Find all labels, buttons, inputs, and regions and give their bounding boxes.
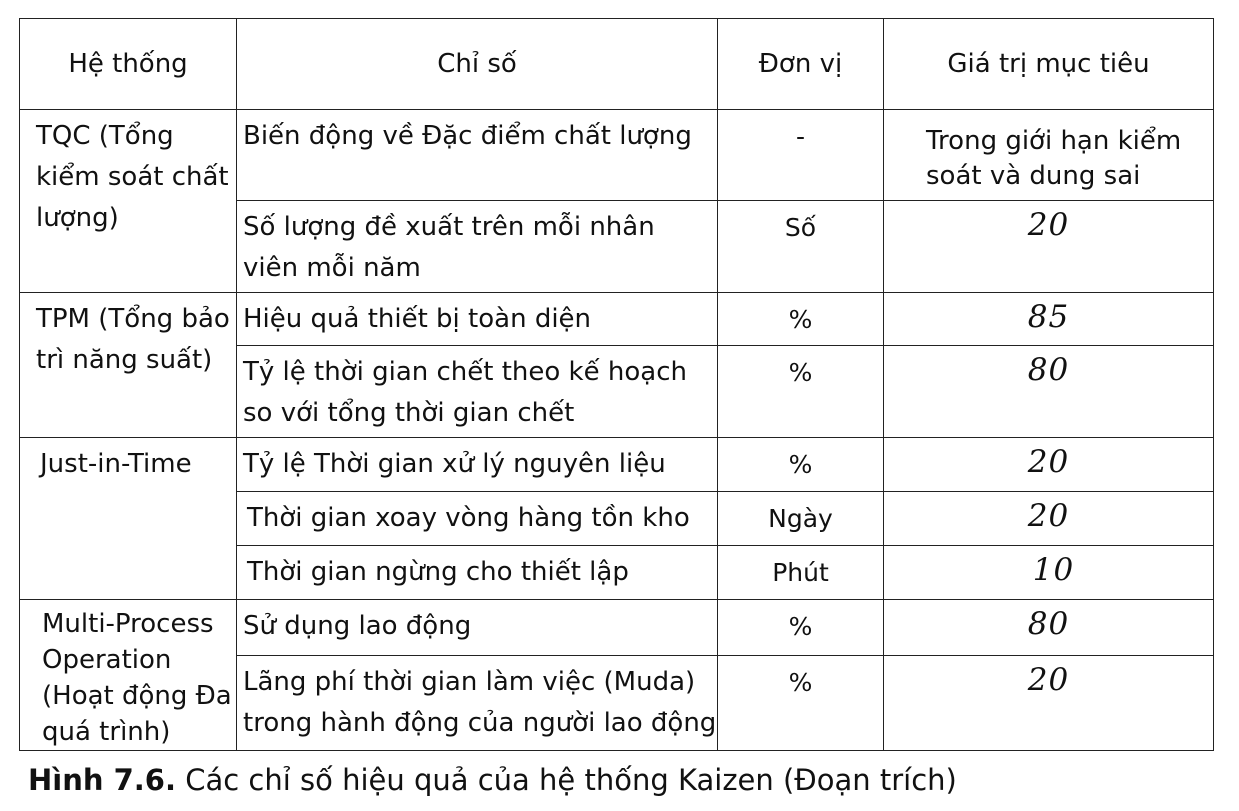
indicator-cell: Thời gian xoay vòng hàng tồn kho (237, 492, 718, 546)
header-unit: Đơn vị (718, 19, 884, 110)
table-header-row (20, 19, 1214, 110)
target-cell: 80 (884, 600, 1214, 656)
target-cell: 10 (884, 546, 1214, 600)
header-system: Hệ thống (20, 19, 237, 110)
indicator-cell: Hiệu quả thiết bị toàn diện (237, 293, 718, 346)
table-row (20, 600, 1214, 656)
system-cell: Just-in-Time (20, 438, 237, 600)
system-cell: TQC (Tổng kiểm soát chất lượng) (20, 110, 237, 293)
header-indicator: Chỉ số (237, 19, 718, 110)
unit-cell: - (718, 110, 884, 201)
target-cell: 80 (884, 346, 1214, 438)
target-cell: Trong giới hạn kiểm soát và dung sai (884, 110, 1214, 201)
kaizen-indicators-table (19, 18, 1214, 751)
unit-cell: Phút (718, 546, 884, 600)
target-cell: 85 (884, 293, 1214, 346)
target-cell: 20 (884, 655, 1214, 750)
caption-text: Các chỉ số hiệu quả của hệ thống Kaizen (Đoạn trích) (176, 763, 957, 797)
header-target: Giá trị mục tiêu (884, 19, 1214, 110)
indicator-cell: Biến động về Đặc điểm chất lượng (237, 110, 718, 201)
unit-cell: % (718, 655, 884, 750)
indicator-cell: Lãng phí thời gian làm việc (Muda) trong hành động của người lao động (237, 655, 718, 750)
target-cell: 20 (884, 492, 1214, 546)
indicator-cell: Tỷ lệ Thời gian xử lý nguyên liệu (237, 438, 718, 492)
unit-cell: Số (718, 201, 884, 293)
unit-cell: Ngày (718, 492, 884, 546)
unit-cell: % (718, 600, 884, 656)
indicator-cell: Tỷ lệ thời gian chết theo kế hoạch so với tổng thời gian chết (237, 346, 718, 438)
system-cell: TPM (Tổng bảo trì năng suất) (20, 293, 237, 438)
target-cell: 20 (884, 438, 1214, 492)
table-row (20, 438, 1214, 492)
unit-cell: % (718, 293, 884, 346)
indicator-cell: Sử dụng lao động (237, 600, 718, 656)
unit-cell: % (718, 438, 884, 492)
system-cell: Multi-Process Operation (Hoạt động Đa quá trình) (20, 600, 237, 751)
indicator-cell: Thời gian ngừng cho thiết lập (237, 546, 718, 600)
indicator-cell: Số lượng đề xuất trên mỗi nhân viên mỗi năm (237, 201, 718, 293)
figure-caption (28, 763, 957, 797)
target-cell: 20 (884, 201, 1214, 293)
figure-number: Hình 7.6. (28, 763, 176, 797)
unit-cell: % (718, 346, 884, 438)
table-row (20, 110, 1214, 201)
table-row (20, 293, 1214, 346)
